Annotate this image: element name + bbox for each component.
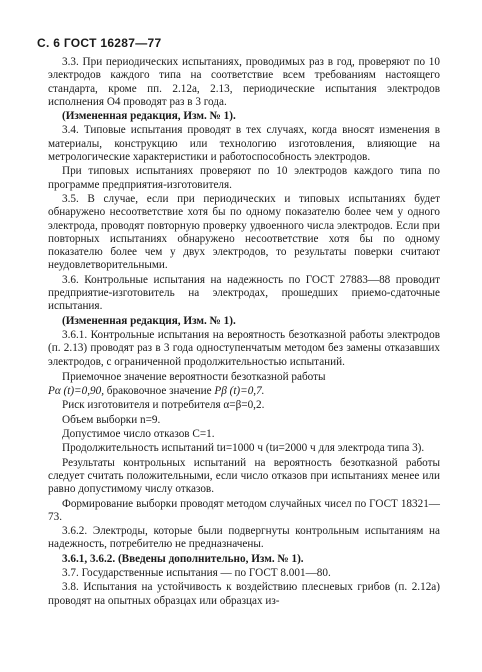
paragraph-3-6-2: 3.6.2. Электроды, которые были подвергнуты контрольным испытаниям на надежность, потребителю не предназначены. [48,525,440,551]
allowed-failures-line: Допустимое число отказов C=1. [62,428,215,441]
sample-size-line: Объем выборки n=9. [62,413,161,426]
amendment-note: (Измененная редакция, Изм. № 1). [62,314,236,327]
paragraph-3-3: 3.3. При периодических испытаниях, проводимых раз в год, проверяют по 10 электродов каждого типа на соответствие всем требованиям настоящего стандарта, кроме пп. 2.12а, 2.13, периодические испытания электродов исполнения О4 проводят раз в 3 года. [48,56,440,108]
paragraph-3-8: 3.8. Испытания на устойчивость к воздействию плесневых грибов (п. 2.12а) проводят на опытных образцах или образцах из- [48,581,440,607]
results-paragraph: Результаты контрольных испытаний на вероятность безотказной работы следует считать положительными, если число отказов при испытаниях менее или равно допустимому числу отказов. [48,456,440,496]
paragraph-3-6: 3.6. Контрольные испытания на надежность по ГОСТ 27883—88 проводит предприятие-изготовитель на электродах, прошедших приемо-сдаточные испытания. [48,273,440,313]
rejection-label: браковочное значение [106,385,212,398]
p-alpha-value: Pα (t)=0,90, [48,385,104,398]
paragraph-3-7: 3.7. Государственные испытания — по ГОСТ 8.001—80. [62,566,331,579]
paragraph-type-tests: При типовых испытаниях проверяют по 10 электродов каждого типа по программе предприятия-изготовителя. [48,165,440,191]
paragraph-3-4: 3.4. Типовые испытания проводят в тех случаях, когда вносят изменения в материалы, конструкцию или технологию изготовления, влияющие на метрологические характеристики и работоспособность электродов. [48,124,440,164]
amendment-note: (Измененная редакция, Изм. № 1). [62,110,236,123]
probability-formula [48,385,440,398]
document-body [48,56,440,609]
risk-line: Риск изготовителя и потребителя α=β=0,2. [62,399,265,412]
p-beta-value: Pβ (t)=0,7. [214,385,265,398]
paragraph-3-6-1: 3.6.1. Контрольные испытания на вероятность безотказной работы электродов (п. 2.13) проводят раз в 3 года одноступенчатым методом без замены отказавших электродов, с ограниченной продолжительностью испытаний. [48,328,440,368]
page-header: С. 6 ГОСТ 16287—77 [37,36,162,50]
amendment-note: 3.6.1, 3.6.2. (Введены дополнительно, Изм. № 1). [62,552,304,565]
duration-line: Продолжительность испытаний tи=1000 ч (tи=2000 ч для электрода типа 3). [62,442,425,455]
sampling-paragraph: Формирование выборки проводят методом случайных чисел по ГОСТ 18321—73. [48,497,440,523]
acceptance-value-label: Приемочное значение вероятности безотказной работы [62,370,326,383]
paragraph-3-5: 3.5. В случае, если при периодических и типовых испытаниях будет обнаружено несоответствие хотя бы по одному показателю более чем у одного электрода, проводят повторную проверку удвоенного числа электродов. Если при повторных испытаниях обнаружено несоответствие хотя бы по одному показателю более чем у двух электродов, то результаты поверки считают неудовлетворительными. [48,192,440,272]
